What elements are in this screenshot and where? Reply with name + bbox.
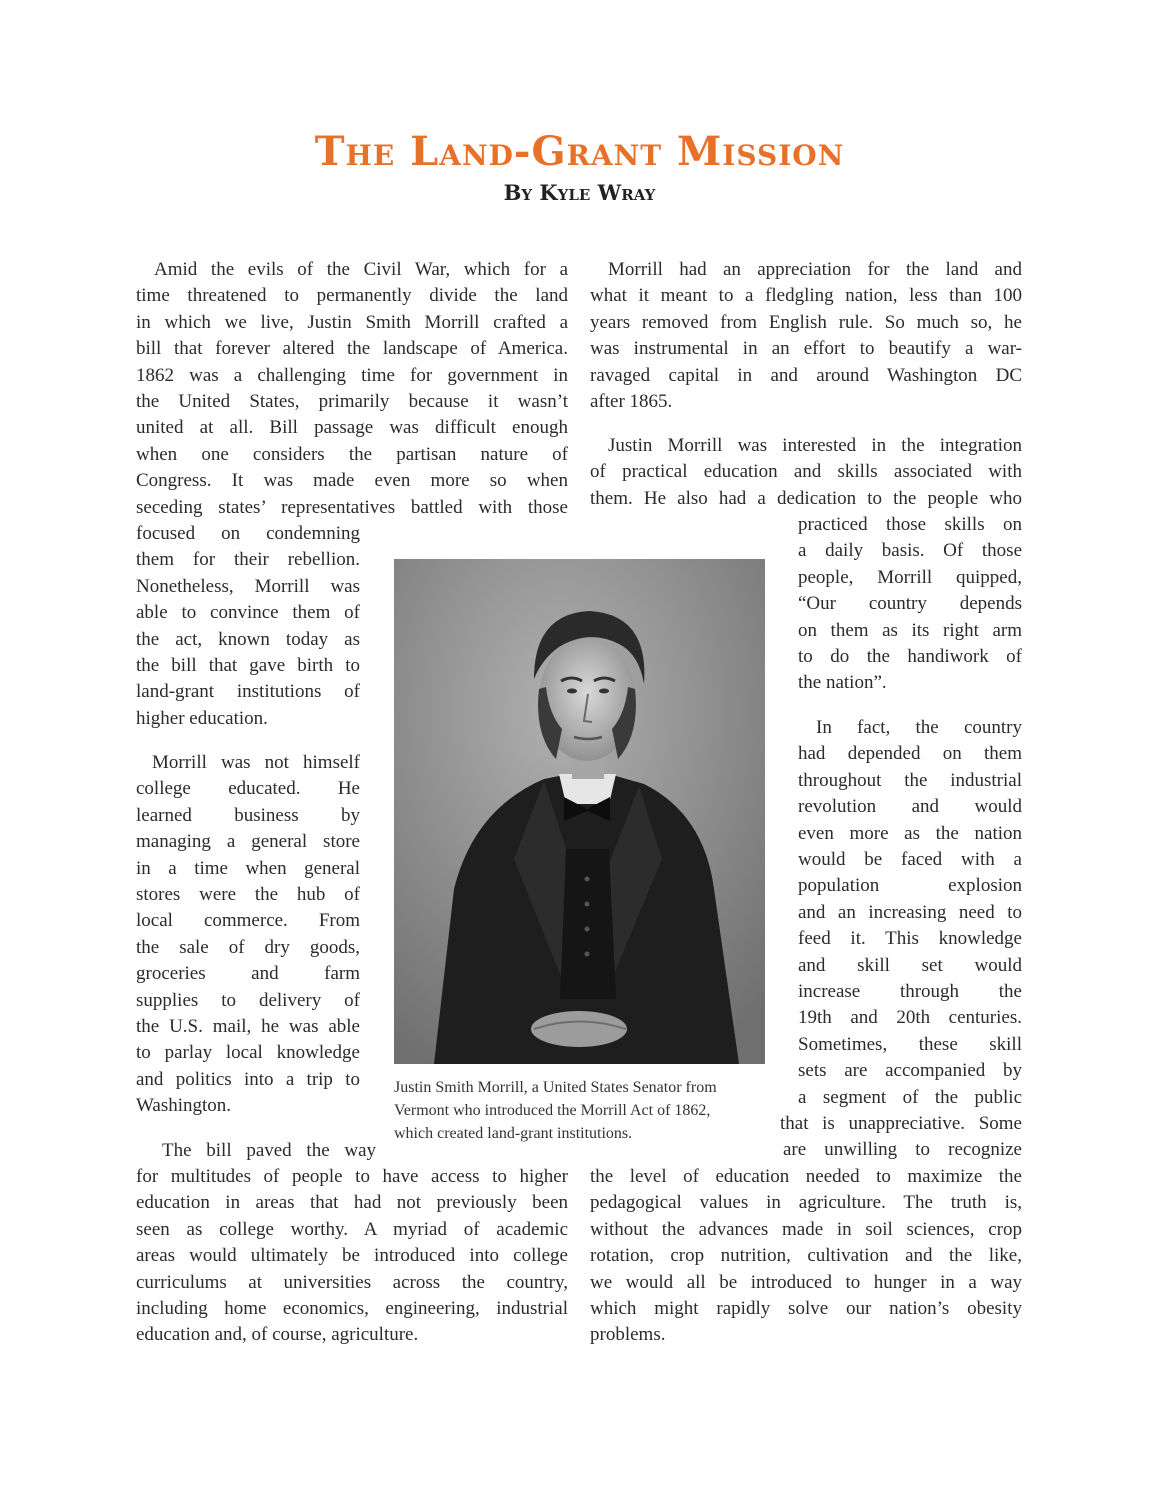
text-line: stores were the hub of	[136, 884, 360, 906]
text-line: Morrill had an appreciation for the land and	[608, 259, 1022, 280]
text-line: Amid the evils of the Civil War, which for a	[154, 259, 568, 280]
text-line: problems.	[590, 1324, 666, 1346]
text-line: we would all be introduced to hunger in a way	[590, 1271, 1022, 1293]
text-line: without the advances made in soil sciences, crop	[590, 1218, 1022, 1240]
text-line: time threatened to permanently divide the land	[136, 285, 568, 307]
text-line: the act, known today as	[136, 628, 360, 650]
text-line: would be faced with a	[798, 849, 1022, 871]
caption-line: Justin Smith Morrill, a United States Senator from	[394, 1079, 717, 1096]
col2-paragraph-3-continued	[780, 1111, 1022, 1164]
text-line: after 1865.	[590, 391, 673, 413]
text-line: to do the handiwork of	[798, 646, 1022, 668]
text-line: 19th and 20th centuries.	[798, 1007, 1022, 1029]
text-line: land-grant institutions of	[136, 681, 360, 703]
text-line: population explosion	[798, 875, 1022, 897]
text-line: the U.S. mail, he was able	[136, 1016, 360, 1038]
text-line: areas would ultimately be introduced into college	[136, 1245, 568, 1267]
text-line: education in areas that had not previously been	[136, 1192, 568, 1214]
text-line: groceries and farm	[136, 963, 360, 985]
text-line: college educated. He	[136, 778, 360, 800]
col2-paragraph-2-continued	[798, 512, 1022, 697]
portrait-photo	[394, 559, 765, 1064]
text-line: had depended on them	[798, 743, 1022, 765]
text-line: managing a general store	[136, 831, 360, 853]
col1-paragraph-3	[136, 1164, 568, 1349]
text-line: them for their rebellion.	[136, 549, 360, 571]
text-line: curriculums at universities across the country,	[136, 1271, 568, 1293]
text-line: are unwilling to recognize	[783, 1139, 1022, 1161]
col2-paragraph-3-final	[590, 1164, 1022, 1349]
text-line: Washington.	[136, 1095, 232, 1117]
text-line: united at all. Bill passage was difficult enough	[136, 417, 568, 439]
col1-paragraph-2	[136, 750, 360, 1120]
text-line: 1862 was a challenging time for government in	[136, 364, 568, 386]
photo-caption	[394, 1076, 769, 1145]
text-line: ravaged capital in and around Washington DC	[590, 364, 1022, 386]
text-line: which might rapidly solve our nation’s obesity	[590, 1298, 1022, 1320]
text-line: and an increasing need to	[798, 901, 1022, 923]
text-line: Morrill was not himself	[152, 752, 360, 773]
text-line: even more as the nation	[798, 822, 1022, 844]
text-line: to parlay local knowledge	[136, 1042, 360, 1064]
text-line: the level of education needed to maximize the	[590, 1166, 1022, 1187]
text-line: a segment of the public	[798, 1086, 1022, 1108]
col2-paragraph-2	[590, 433, 1022, 512]
text-line: including home economics, engineering, industrial	[136, 1298, 568, 1320]
text-line: for multitudes of people to have access to higher	[136, 1166, 568, 1187]
text-line: on them as its right arm	[798, 619, 1022, 641]
text-line: when one considers the partisan nature of	[136, 443, 568, 465]
text-line: what it meant to a fledgling nation, less than 100	[590, 285, 1022, 307]
text-line: rotation, crop nutrition, cultivation and the like,	[590, 1245, 1022, 1267]
text-line: in a time when general	[136, 857, 360, 879]
text-line: the nation”.	[798, 672, 887, 694]
text-line: The bill paved the way	[162, 1140, 376, 1161]
text-line: able to convince them of	[136, 602, 360, 624]
col1-paragraph-1-continued	[136, 521, 360, 732]
text-line: practiced those skills on	[798, 514, 1022, 535]
portrait-illustration	[394, 559, 765, 1064]
text-line: pedagogical values in agriculture. The truth is,	[590, 1192, 1022, 1214]
col1-paragraph-3-lead	[136, 1138, 376, 1164]
article-title: The Land-Grant Mission	[314, 128, 845, 175]
text-line: local commerce. From	[136, 910, 360, 932]
col2-paragraph-1	[590, 257, 1022, 415]
text-line: and politics into a trip to	[136, 1068, 360, 1090]
text-line: was instrumental in an effort to beautify a war-	[590, 338, 1022, 360]
text-line: bill that forever altered the landscape of America.	[136, 338, 568, 360]
text-line: increase through the	[798, 981, 1022, 1003]
col2-paragraph-3	[798, 715, 1022, 1111]
article-byline: By Kyle Wray	[503, 180, 656, 205]
text-line: learned business by	[136, 804, 360, 826]
text-line: supplies to delivery of	[136, 989, 360, 1011]
text-line: the sale of dry goods,	[136, 936, 360, 958]
text-line: sets are accompanied by	[798, 1060, 1022, 1082]
text-line: years removed from English rule. So much so, he	[590, 311, 1022, 333]
text-line: feed it. This knowledge	[798, 928, 1022, 950]
text-line: In fact, the country	[816, 717, 1022, 738]
text-line: them. He also had a dedication to the people who	[590, 487, 1022, 509]
text-line: higher education.	[136, 707, 268, 729]
text-line: a daily basis. Of those	[798, 540, 1022, 562]
text-line: Nonetheless, Morrill was	[136, 575, 360, 597]
text-line: in which we live, Justin Smith Morrill crafted a	[136, 311, 568, 333]
text-line: “Our country depends	[798, 593, 1022, 615]
text-line: and skill set would	[798, 954, 1022, 976]
text-line: of practical education and skills associated with	[590, 461, 1022, 483]
text-line: education and, of course, agriculture.	[136, 1324, 419, 1346]
text-line: Justin Morrill was interested in the integration	[608, 435, 1022, 456]
text-line: Sometimes, these skill	[798, 1033, 1022, 1055]
text-line: throughout the industrial	[798, 769, 1022, 791]
text-line: people, Morrill quipped,	[798, 566, 1022, 588]
caption-line: which created land-grant institutions.	[394, 1125, 633, 1142]
text-line: seceding states’ representatives battled with those	[136, 496, 568, 518]
text-line: the United States, primarily because it wasn’t	[136, 391, 568, 413]
text-line: seen as college worthy. A myriad of academic	[136, 1218, 568, 1240]
col1-paragraph-1	[136, 257, 568, 521]
text-line: focused on condemning	[136, 523, 360, 544]
text-line: the bill that gave birth to	[136, 655, 360, 677]
text-line: that is unappreciative. Some	[780, 1113, 1022, 1134]
text-line: Congress. It was made even more so when	[136, 470, 568, 492]
text-line: revolution and would	[798, 796, 1022, 818]
caption-line: Vermont who introduced the Morrill Act of 1862,	[394, 1102, 711, 1119]
